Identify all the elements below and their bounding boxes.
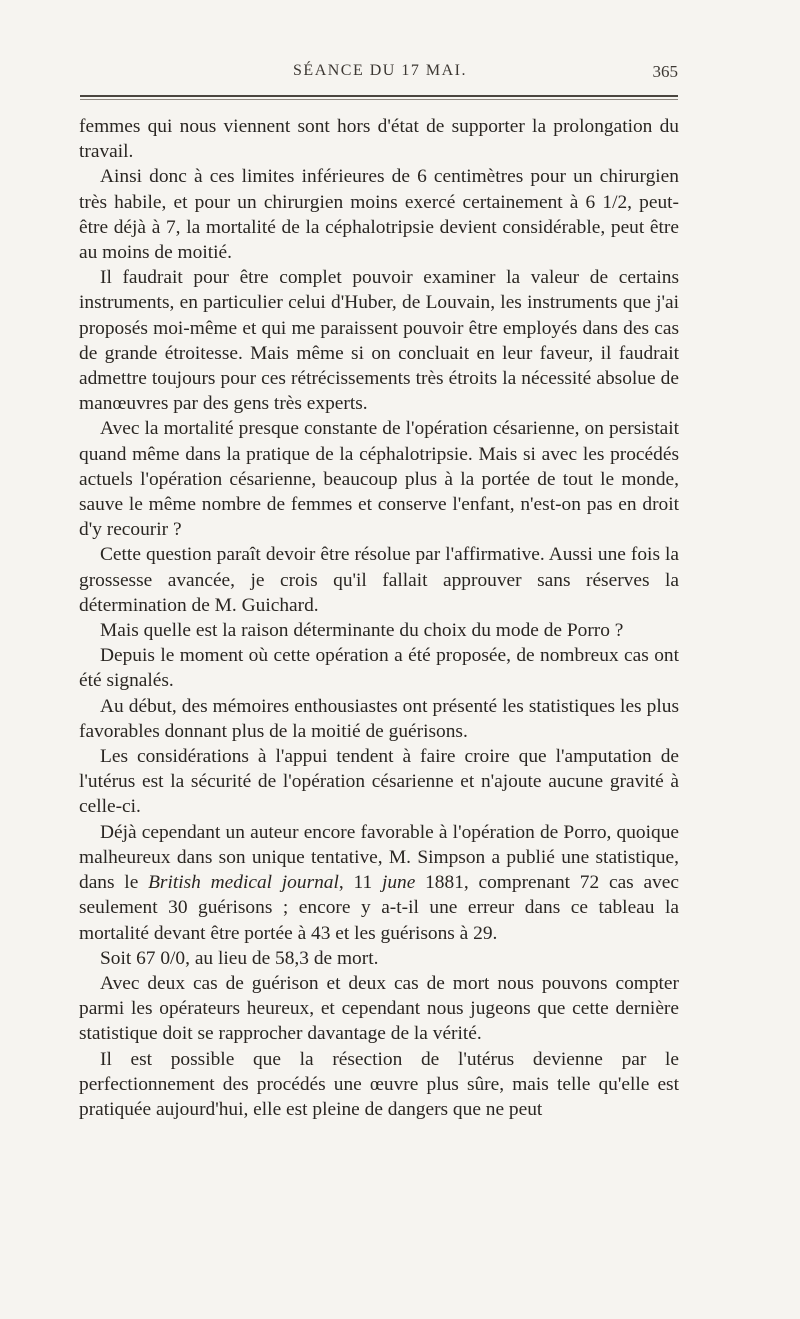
paragraph: Au début, des mémoires enthousiastes ont présenté les statistiques les plus favorables donnant plus de la moitié de guérisons. <box>79 695 679 742</box>
paragraph: Mais quelle est la raison déterminante du choix du mode de Porro ? <box>100 620 624 642</box>
text-fragment: 1881, comprenant 72 cas avec seulement 30 guérisons ; encore y a-t-il une erreur dans ce tableau la mortalité devant être portée à 43 et les guérisons à 29. <box>79 872 679 944</box>
text-fragment: Déjà cependant un auteur encore favorable à l'opération de Porro, quoique malheureux dans son unique tentative, M. Simpson a publié une statistique, dans le <box>79 821 679 894</box>
header-rule <box>80 95 678 97</box>
text-fragment: , 11 <box>338 872 382 894</box>
page-header <box>80 62 680 86</box>
month-word: june <box>381 872 416 894</box>
paragraph: Soit 67 0/0, au lieu de 58,3 de mort. <box>100 947 379 969</box>
paragraph: Ainsi donc à ces limites inférieures de 6 centimètres pour un chirurgien très habile, et pour un chirurgien moins exercé certainement à 6 1/2, peut-être déjà à 7, la mortalité de la céphalotripsie devient considérable, peut être au moins de moitié. <box>79 166 679 264</box>
paragraph: Avec deux cas de guérison et deux cas de mort nous pouvons compter parmi les opérateurs heureux, et cependant nous jugeons que cette dernière statistique doit se rapprocher davantage de la vérité. <box>79 972 679 1045</box>
body-text <box>79 114 679 1122</box>
running-title: SÉANCE DU 17 MAI. <box>293 62 467 79</box>
simpson-paragraph <box>79 820 679 946</box>
paragraph: Il est possible que la résection de l'utérus devienne par le perfectionnement des procédés une œuvre plus sûre, mais telle qu'elle est pratiquée aujourd'hui, elle est pleine de dangers que ne peut <box>79 1048 679 1120</box>
journal-title: British medical journal <box>148 872 339 894</box>
paragraph: Avec la mortalité presque constante de l'opération césarienne, on persistait quand même dans la pratique de la céphalotripsie. Mais si avec les procédés actuels l'opération césarienne, beaucoup plus à la portée de tout le monde, sauve le même nombre de femmes et conserve l'enfant, n'est-on pas en droit d'y recourir ? <box>79 418 679 541</box>
paragraph: Il faudrait pour être complet pouvoir examiner la valeur de certains instruments, en particulier celui d'Huber, de Louvain, les instruments que j'ai proposés moi-même et qui me paraissent pouvoir être employés dans des cas de grande étroitesse. Mais même si on concluait en leur faveur, il faudrait admettre toujours pour ces rétrécissements très étroits la nécessité absolue de manœuvres par des gens très experts. <box>79 267 679 415</box>
header-rule-thin <box>80 99 678 100</box>
paragraph: femmes qui nous viennent sont hors d'état de supporter la prolongation du travail. <box>79 116 679 163</box>
paragraph: Cette question paraît devoir être résolue par l'affirmative. Aussi une fois la grossesse avancée, je crois qu'il fallait approuver sans réserves la détermination de M. Guichard. <box>79 544 679 616</box>
paragraph: Les considérations à l'appui tendent à faire croire que l'amputation de l'utérus est la sécurité de l'opération césarienne et n'ajoute aucune gravité à celle-ci. <box>79 746 679 818</box>
paragraph: Depuis le moment où cette opération a été proposée, de nombreux cas ont été signalés. <box>79 645 679 692</box>
page-number: 365 <box>652 62 678 81</box>
